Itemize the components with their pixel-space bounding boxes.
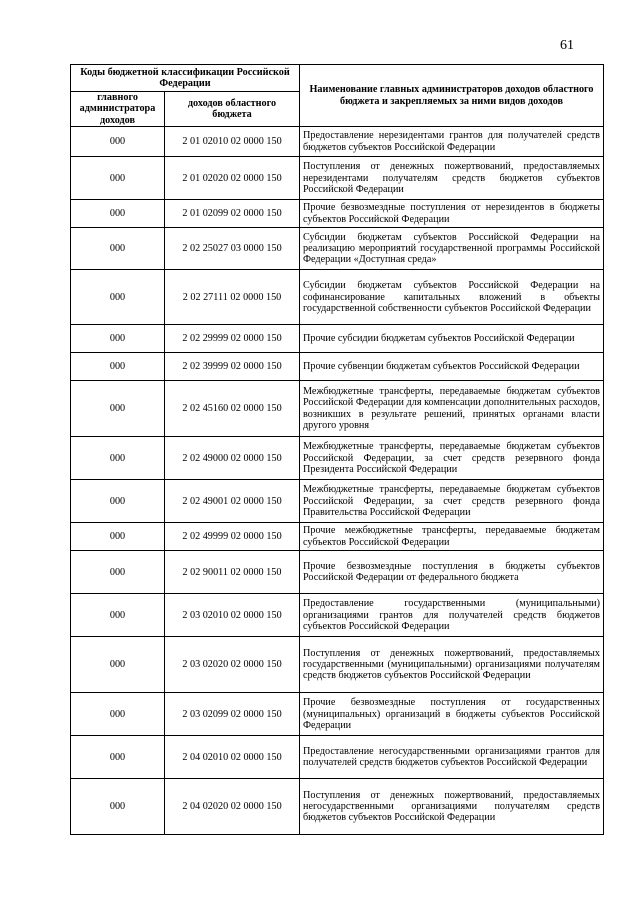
income-code-cell: 2 03 02010 02 0000 150 [165, 594, 300, 637]
admin-code-cell: 000 [71, 779, 165, 835]
table-row [71, 200, 604, 228]
income-name-cell: Поступления от денежных пожертвований, предоставляемых нерезидентами получателям средств бюджетов субъектов Российской Федерации [300, 157, 604, 200]
header-income-code: доходов областного бюджета [165, 92, 300, 127]
income-code-cell: 2 02 90011 02 0000 150 [165, 551, 300, 594]
table-header [71, 65, 604, 127]
table-row [71, 325, 604, 353]
table-row [71, 523, 604, 551]
table-row [71, 228, 604, 270]
income-name-cell: Межбюджетные трансферты, передаваемые бюджетам субъектов Российской Федерации, за счет средств резервного фонда Правительства Российской Федерации [300, 480, 604, 523]
admin-code-cell: 000 [71, 325, 165, 353]
income-name-cell: Прочие субсидии бюджетам субъектов Российской Федерации [300, 325, 604, 353]
income-name-cell: Субсидии бюджетам субъектов Российской Федерации на реализацию мероприятий государственной программы Российской Федерации «Доступная среда» [300, 228, 604, 270]
table-row [71, 779, 604, 835]
table-row [71, 157, 604, 200]
income-code-cell: 2 01 02099 02 0000 150 [165, 200, 300, 228]
table-row [71, 693, 604, 736]
income-code-cell: 2 02 49999 02 0000 150 [165, 523, 300, 551]
table-row [71, 736, 604, 779]
income-code-cell: 2 03 02099 02 0000 150 [165, 693, 300, 736]
income-name-cell: Поступления от денежных пожертвований, предоставляемых негосударственными организациями получателям средств бюджетов субъектов Российской Федерации [300, 779, 604, 835]
income-name-cell: Поступления от денежных пожертвований, предоставляемых государственными (муниципальными) организациями получателям средств бюджетов субъектов Российской Федерации [300, 637, 604, 693]
income-name-cell: Предоставление государственными (муниципальными) организациями грантов для получателей средств бюджетов субъектов Российской Федерации [300, 594, 604, 637]
table-body [71, 127, 604, 835]
admin-code-cell: 000 [71, 157, 165, 200]
income-code-cell: 2 02 49001 02 0000 150 [165, 480, 300, 523]
income-code-cell: 2 02 45160 02 0000 150 [165, 381, 300, 437]
income-name-cell: Прочие безвозмездные поступления от государственных (муниципальных) организаций в бюджеты субъектов Российской Федерации [300, 693, 604, 736]
admin-code-cell: 000 [71, 551, 165, 594]
income-name-cell: Прочие межбюджетные трансферты, передаваемые бюджетам субъектов Российской Федерации [300, 523, 604, 551]
income-code-cell: 2 02 49000 02 0000 150 [165, 437, 300, 480]
admin-code-cell: 000 [71, 353, 165, 381]
income-name-cell: Предоставление нерезидентами грантов для получателей средств бюджетов субъектов Российской Федерации [300, 127, 604, 157]
admin-code-cell: 000 [71, 480, 165, 523]
admin-code-cell: 000 [71, 127, 165, 157]
table-row [71, 270, 604, 325]
income-code-cell: 2 02 25027 03 0000 150 [165, 228, 300, 270]
income-code-cell: 2 04 02020 02 0000 150 [165, 779, 300, 835]
income-name-cell: Предоставление негосударственными организациями грантов для получателей средств бюджетов субъектов Российской Федерации [300, 736, 604, 779]
admin-code-cell: 000 [71, 200, 165, 228]
admin-code-cell: 000 [71, 381, 165, 437]
admin-code-cell: 000 [71, 693, 165, 736]
admin-code-cell: 000 [71, 637, 165, 693]
admin-code-cell: 000 [71, 270, 165, 325]
table-row [71, 437, 604, 480]
table-row [71, 551, 604, 594]
income-name-cell: Межбюджетные трансферты, передаваемые бюджетам субъектов Российской Федерации для компенсации дополнительных расходов, возникших в результате решений, принятых органами власти другого уровня [300, 381, 604, 437]
table-row [71, 480, 604, 523]
header-admin-name: Наименование главных администраторов доходов областного бюджета и закрепляемых за ними видов доходов [300, 65, 604, 127]
header-admin-code: главного администратора доходов [71, 92, 165, 127]
admin-code-cell: 000 [71, 736, 165, 779]
admin-code-cell: 000 [71, 594, 165, 637]
page-number: 61 [560, 38, 574, 53]
income-name-cell: Прочие безвозмездные поступления от нерезидентов в бюджеты субъектов Российской Федерации [300, 200, 604, 228]
table-row [71, 127, 604, 157]
table-row [71, 353, 604, 381]
income-code-cell: 2 02 29999 02 0000 150 [165, 325, 300, 353]
income-code-cell: 2 04 02010 02 0000 150 [165, 736, 300, 779]
income-name-cell: Межбюджетные трансферты, передаваемые бюджетам субъектов Российской Федерации, за счет средств резервного фонда Президента Российской Федерации [300, 437, 604, 480]
income-code-cell: 2 01 02010 02 0000 150 [165, 127, 300, 157]
header-codes-group: Коды бюджетной классификации Российской Федерации [71, 65, 300, 92]
income-code-cell: 2 02 27111 02 0000 150 [165, 270, 300, 325]
income-name-cell: Субсидии бюджетам субъектов Российской Федерации на софинансирование капитальных вложений в объекты государственной собственности субъектов Российской Федерации [300, 270, 604, 325]
admin-code-cell: 000 [71, 523, 165, 551]
table-row [71, 594, 604, 637]
income-code-cell: 2 03 02020 02 0000 150 [165, 637, 300, 693]
revenue-codes-table [70, 64, 604, 835]
income-code-cell: 2 01 02020 02 0000 150 [165, 157, 300, 200]
income-name-cell: Прочие субвенции бюджетам субъектов Российской Федерации [300, 353, 604, 381]
admin-code-cell: 000 [71, 228, 165, 270]
income-code-cell: 2 02 39999 02 0000 150 [165, 353, 300, 381]
table-row [71, 381, 604, 437]
table-row [71, 637, 604, 693]
income-name-cell: Прочие безвозмездные поступления в бюджеты субъектов Российской Федерации от федерального бюджета [300, 551, 604, 594]
admin-code-cell: 000 [71, 437, 165, 480]
